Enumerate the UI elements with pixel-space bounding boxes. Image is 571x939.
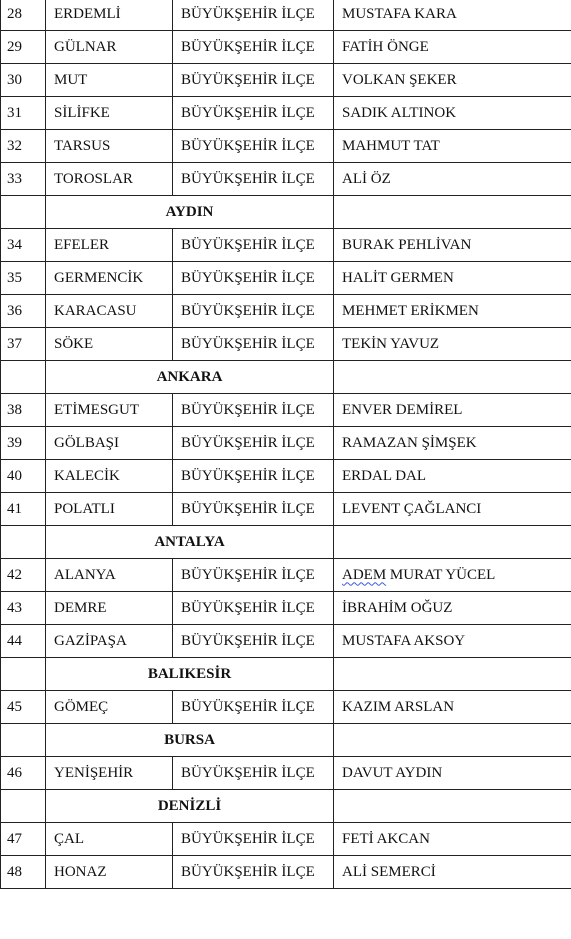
mayor-name [334,559,571,592]
mayor-name: ERDAL DAL [334,460,571,493]
district-type: BÜYÜKŞEHİR İLÇE [173,427,334,460]
row-number: 39 [1,427,46,460]
province-name: ANTALYA [46,526,334,559]
province-header-row [1,196,571,229]
province-header-row [1,658,571,691]
table-body [1,0,571,889]
mayor-name: ENVER DEMİREL [334,394,571,427]
province-header-row [1,790,571,823]
row-number: 43 [1,592,46,625]
mayor-cell-empty [334,361,571,394]
table-row [1,823,571,856]
district-name: MUT [46,64,173,97]
district-name: KALECİK [46,460,173,493]
province-header-row [1,724,571,757]
district-name: GÜLNAR [46,31,173,64]
mayor-name: RAMAZAN ŞİMŞEK [334,427,571,460]
row-number: 35 [1,262,46,295]
district-name: EFELER [46,229,173,262]
district-name: ÇAL [46,823,173,856]
district-type: BÜYÜKŞEHİR İLÇE [173,460,334,493]
district-type: BÜYÜKŞEHİR İLÇE [173,328,334,361]
row-number: 37 [1,328,46,361]
row-number: 41 [1,493,46,526]
number-cell-empty [1,196,46,229]
mayor-name: KAZIM ARSLAN [334,691,571,724]
mayor-name: TEKİN YAVUZ [334,328,571,361]
district-type: BÜYÜKŞEHİR İLÇE [173,97,334,130]
province-header-row [1,526,571,559]
table-row [1,856,571,889]
mayor-cell-empty [334,526,571,559]
district-name: DEMRE [46,592,173,625]
table-row [1,229,571,262]
district-name: HONAZ [46,856,173,889]
table-row [1,328,571,361]
mayor-name: LEVENT ÇAĞLANCI [334,493,571,526]
district-name: SÖKE [46,328,173,361]
row-number: 38 [1,394,46,427]
table-row [1,64,571,97]
row-number: 44 [1,625,46,658]
row-number: 48 [1,856,46,889]
row-number: 42 [1,559,46,592]
district-name: POLATLI [46,493,173,526]
row-number: 34 [1,229,46,262]
province-name: BURSA [46,724,334,757]
row-number: 45 [1,691,46,724]
district-name: GÖMEÇ [46,691,173,724]
number-cell-empty [1,361,46,394]
table-row [1,0,571,31]
row-number: 46 [1,757,46,790]
table-row [1,262,571,295]
district-type: BÜYÜKŞEHİR İLÇE [173,163,334,196]
province-header-row [1,361,571,394]
district-type: BÜYÜKŞEHİR İLÇE [173,229,334,262]
row-number: 32 [1,130,46,163]
mayor-name: BURAK PEHLİVAN [334,229,571,262]
district-name: YENİŞEHİR [46,757,173,790]
district-type: BÜYÜKŞEHİR İLÇE [173,559,334,592]
number-cell-empty [1,724,46,757]
table-row [1,130,571,163]
mayor-name-rest: MURAT YÜCEL [386,566,496,583]
mayor-name: MEHMET ERİKMEN [334,295,571,328]
district-type: BÜYÜKŞEHİR İLÇE [173,394,334,427]
row-number: 33 [1,163,46,196]
number-cell-empty [1,526,46,559]
table-row [1,295,571,328]
table-row [1,691,571,724]
mayor-name: MUSTAFA KARA [334,0,571,31]
district-type: BÜYÜKŞEHİR İLÇE [173,0,334,31]
row-number: 29 [1,31,46,64]
row-number: 47 [1,823,46,856]
mayor-name: VOLKAN ŞEKER [334,64,571,97]
district-name: GAZİPAŞA [46,625,173,658]
number-cell-empty [1,658,46,691]
table-row [1,592,571,625]
mayor-name: SADIK ALTINOK [334,97,571,130]
row-number: 31 [1,97,46,130]
mayor-name: MUSTAFA AKSOY [334,625,571,658]
table-row [1,559,571,592]
district-name: GERMENCİK [46,262,173,295]
district-name: TARSUS [46,130,173,163]
mayor-name: MAHMUT TAT [334,130,571,163]
district-type: BÜYÜKŞEHİR İLÇE [173,691,334,724]
district-type: BÜYÜKŞEHİR İLÇE [173,130,334,163]
table-row [1,394,571,427]
row-number: 30 [1,64,46,97]
spellcheck-flagged-word: ADEM [342,566,387,583]
district-name: ALANYA [46,559,173,592]
mayor-name: FETİ AKCAN [334,823,571,856]
district-type: BÜYÜKŞEHİR İLÇE [173,625,334,658]
district-type: BÜYÜKŞEHİR İLÇE [173,856,334,889]
province-name: ANKARA [46,361,334,394]
district-name: TOROSLAR [46,163,173,196]
table-row [1,625,571,658]
district-name: ERDEMLİ [46,0,173,31]
mayor-name: HALİT GERMEN [334,262,571,295]
mayor-name: İBRAHİM OĞUZ [334,592,571,625]
mayor-name: FATİH ÖNGE [334,31,571,64]
table-row [1,493,571,526]
table-row [1,757,571,790]
district-type: BÜYÜKŞEHİR İLÇE [173,64,334,97]
district-type: BÜYÜKŞEHİR İLÇE [173,823,334,856]
table-row [1,427,571,460]
district-type: BÜYÜKŞEHİR İLÇE [173,295,334,328]
district-type: BÜYÜKŞEHİR İLÇE [173,592,334,625]
row-number: 36 [1,295,46,328]
table-row [1,97,571,130]
district-type: BÜYÜKŞEHİR İLÇE [173,493,334,526]
mayor-cell-empty [334,724,571,757]
table-row [1,163,571,196]
district-type: BÜYÜKŞEHİR İLÇE [173,262,334,295]
district-name: ETİMESGUT [46,394,173,427]
province-name: DENİZLİ [46,790,334,823]
number-cell-empty [1,790,46,823]
district-name: SİLİFKE [46,97,173,130]
mayor-name: ALİ SEMERCİ [334,856,571,889]
district-name: GÖLBAŞI [46,427,173,460]
mayor-name: ALİ ÖZ [334,163,571,196]
row-number: 28 [1,0,46,31]
table-row [1,460,571,493]
province-name: BALIKESİR [46,658,334,691]
row-number: 40 [1,460,46,493]
mayor-name: DAVUT AYDIN [334,757,571,790]
district-type: BÜYÜKŞEHİR İLÇE [173,757,334,790]
mayor-cell-empty [334,196,571,229]
district-type: BÜYÜKŞEHİR İLÇE [173,31,334,64]
mayor-cell-empty [334,658,571,691]
table-row [1,31,571,64]
province-name: AYDIN [46,196,334,229]
district-name: KARACASU [46,295,173,328]
mayor-cell-empty [334,790,571,823]
